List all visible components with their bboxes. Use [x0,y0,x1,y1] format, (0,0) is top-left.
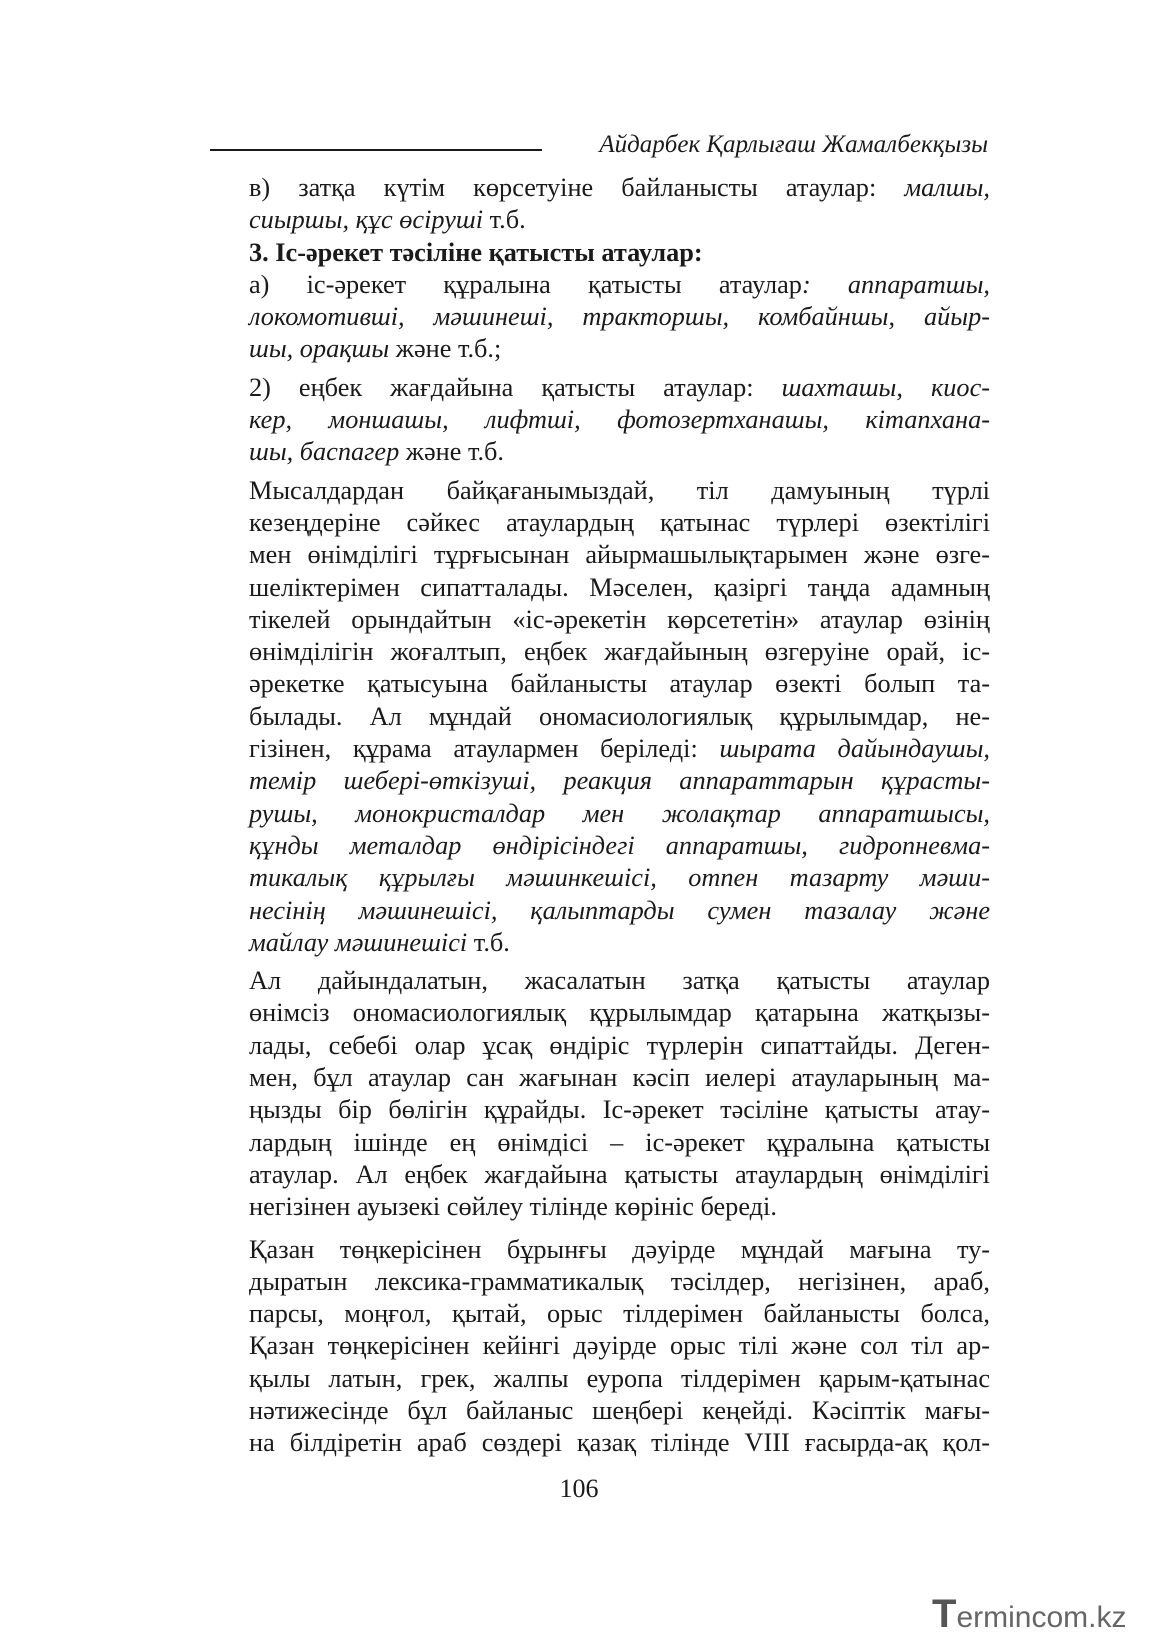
text-line: Ал дайындалатын, жасалатын затқа қатысты атаулар [249,966,990,996]
text-line: тікелей орындайтын «іс-әрекетін көрсететін» атаулар өзінің [249,604,990,634]
text-line: құнды металдар өндірісіндегі аппаратшы, гидропневма- [249,830,990,860]
text-line: нәтижесінде бұл байланыс шеңбері кеңейді. Кәсіптік мағы- [249,1395,990,1425]
text-line: мен, бұл атаулар сан жағынан кәсіп иелері атауларының ма- [249,1063,990,1093]
text-line: Қазан төңкерісінен бұрынғы дәуірде мұндай мағына ту- [249,1234,990,1264]
heading-text: 3. Іс-әрекет тәсіліне қатысты атаулар: [249,237,703,267]
text-line: кер, моншашы, лифтші, фотозертханашы, кітапхана- [249,405,990,435]
paragraph-5 [210,475,990,959]
text-line [210,733,990,765]
text-line: рушы, монокристалдар мен жолақтар аппаратшысы, [249,798,990,828]
text-line: шеліктерімен сипатталады. Мәселен, қазіргі таңда адамның [249,572,990,602]
watermark-letter: T [932,1592,957,1636]
text-line: өнімсіз ономасиологиялық құрылымдар қатарына жатқызы- [249,998,990,1028]
text-line [210,436,990,468]
text-run: а) іс-әрекет құралына қатысты атаулар [249,269,802,299]
italic-run: малшы, [904,173,990,202]
text-line: мен өнімділігі тұрғысынан айырмашылықтарымен және өзге- [249,540,990,570]
italic-run: шырата дайындаушы, [719,734,990,764]
text-line: тикалық құрылғы мәшинкешісі, отпен тазарту мәши- [249,863,990,893]
running-header-author: Айдарбек Қарлығаш Жамалбекқызы [599,131,988,158]
header-rule [210,149,542,151]
text-run: т.б. [467,927,510,957]
text-line: несінің мәшинешісі, қалыптарды сумен тазалау және [249,895,990,925]
text-line [210,269,990,301]
text-line [210,204,990,236]
site-watermark-logo [932,1592,1142,1636]
section-heading [210,237,990,269]
page-body [210,172,990,1460]
paragraph-1 [210,172,990,237]
text-line: қылы латын, грек, жалпы еуропа тілдерімен қарым-қатынас [249,1363,990,1393]
watermark-text: ermincom.kz [956,1601,1127,1634]
paragraph-6 [210,965,990,1223]
italic-run: шы, баспагер [249,437,400,467]
text-line: Қазан төңкерісінен кейінгі дәуірде орыс тілі және сол тіл ар- [249,1331,990,1361]
text-line: былады. Ал мұндай ономасиологиялық құрылымдар, не- [249,701,990,731]
paragraph-7 [210,1234,990,1460]
italic-run: : аппаратшы, [801,269,990,299]
text-run: 2) еңбек жағдайына қатысты атаулар: [249,372,782,402]
text-run: гізінен, құрама атаулармен беріледі: [249,734,720,764]
text-run: және т.б.; [389,334,502,364]
text-line: лады, себебі олар ұсақ өндіріс түрлерін сипаттайды. Деген- [249,1030,990,1060]
text-line [210,172,990,204]
text-line: кезеңдеріне сәйкес атаулардың қатынас түрлері өзектілігі [249,507,990,537]
text-line [210,333,990,365]
text-line: дыратын лексика-грамматикалық тәсілдер, негізінен, араб, [249,1266,990,1296]
text-run: в) затқа күтім көрсетуіне байланысты атаулар: [249,173,905,202]
text-line: темір шебері-өткізуші, реакция аппараттарын құрасты- [249,766,990,796]
text-line: негізінен ауызекі сөйлеу тілінде көрініс береді. [249,1192,777,1222]
text-line: локомотивші, мәшинеші, тракторшы, комбайншы, айыр- [249,302,990,332]
italic-run: шы, орақшы [249,334,390,364]
paragraph-3 [210,269,990,366]
text-line: парсы, моңғол, қытай, орыс тілдерімен байланысты болса, [249,1299,990,1329]
italic-run: майлау мәшинешісі [249,927,468,957]
text-run: т.б. [483,205,526,235]
text-line: ңызды бір бөлігін құрайды. Іс-әрекет тәсіліне қатысты атау- [249,1095,990,1125]
text-line: на білдіретін араб сөздері қазақ тілінде VIII ғасырда-ақ қол- [249,1428,990,1458]
text-line [210,372,990,404]
italic-run: сиыршы, құс өсіруші [249,205,484,235]
italic-run: шахташы, киос- [781,372,990,402]
text-run: және т.б. [399,437,505,467]
page-number: 106 [559,1474,599,1503]
text-line: Мысалдардан байқағанымыздай, тіл дамуының түрлі [249,475,990,505]
paragraph-4 [210,372,990,469]
text-line: лардың ішінде ең өнімдісі – іс-әрекет құралына қатысты [249,1127,990,1157]
text-line: өнімділігін жоғалтып, еңбек жағдайының өзгеруіне орай, іс- [249,637,990,667]
text-line: атаулар. Ал еңбек жағдайына қатысты атаулардың өнімділігі [249,1159,990,1189]
text-line [210,927,990,959]
text-line: әрекетке қатысуына байланысты атаулар өзекті болып та- [249,669,990,699]
